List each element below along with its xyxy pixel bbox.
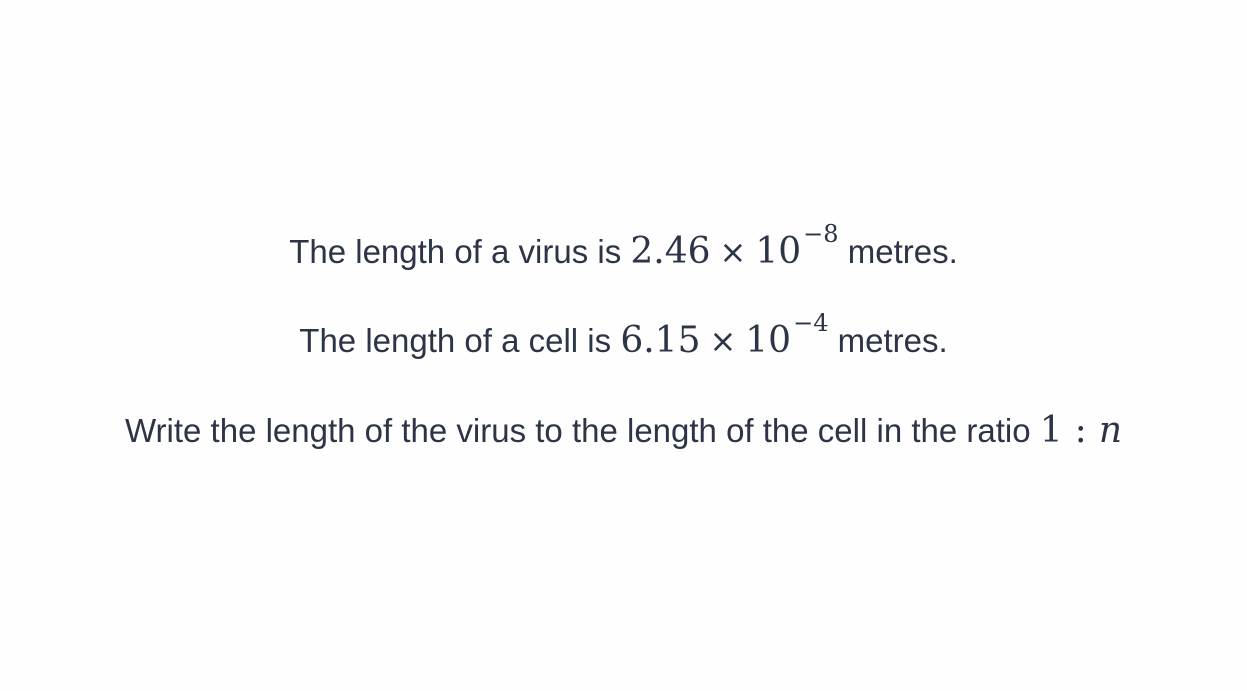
ratio-left: 1 [1039,410,1063,451]
virus-base: 10 [755,231,802,272]
instruction-text: Write the length of the virus to the length of the cell in the ratio [125,412,1031,449]
virus-times-sign: × [719,233,747,271]
ratio-separator: : [1074,410,1087,451]
cell-times-sign: × [709,322,737,360]
virus-mantissa: 2.46 [630,231,711,272]
virus-length-statement [0,220,1247,272]
cell-exponent: −4 [793,309,829,337]
virus-length-prefix: The length of a virus is [289,233,622,270]
cell-length-value [620,309,829,361]
ratio-right-variable: n [1098,410,1122,451]
virus-exponent: −8 [803,220,839,248]
ratio-instruction [0,411,1247,451]
cell-length-prefix: The length of a cell is [299,322,612,359]
ratio-expression [1040,410,1122,451]
cell-mantissa: 6.15 [620,320,701,361]
cell-length-suffix: metres. [837,322,948,359]
virus-length-suffix: metres. [847,233,958,270]
cell-base: 10 [745,320,792,361]
virus-length-value [630,220,839,272]
cell-length-statement [0,309,1247,361]
